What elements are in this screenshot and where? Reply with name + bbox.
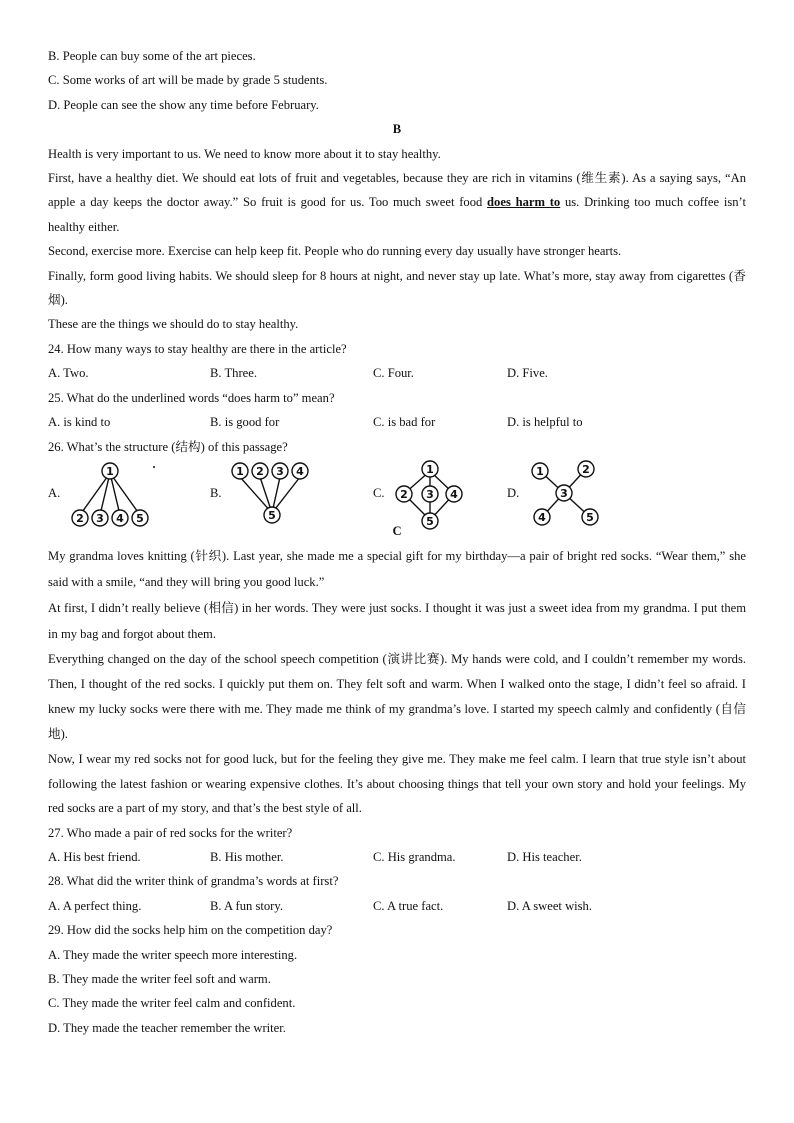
diagram-d-node-5: 5 — [586, 510, 594, 524]
section-b-heading: B — [392, 122, 402, 137]
diagram-b-node-2: 2 — [256, 464, 264, 478]
q24-option-a: A. Two. — [48, 366, 89, 381]
structure-diagram-a — [68, 459, 180, 531]
diagram-b-node-4: 4 — [296, 464, 304, 478]
q25-option-a: A. is kind to — [48, 415, 111, 430]
diagram-a-node-3: 3 — [96, 511, 104, 525]
q25-stem: 25. What do the underlined words “does harm to” mean? — [48, 390, 335, 405]
section-c-paragraph-2: At first, I didn’t really believe (相信) in her words. They were just socks. I thought it was just a sweet idea from my grandma. I put them in my bag and forgot about them. — [48, 601, 746, 642]
structure-diagram-c — [390, 459, 470, 531]
q28-option-a: A. A perfect thing. — [48, 898, 142, 913]
q28-option-c: C. A true fact. — [373, 898, 444, 913]
q23-option-d: D. People can see the show any time before February. — [48, 97, 319, 112]
diagram-b-node-3: 3 — [276, 464, 284, 478]
diagram-d-node-4: 4 — [538, 510, 546, 524]
q27-stem: 27. Who made a pair of red socks for the writer? — [48, 825, 293, 840]
q23-option-c: C. Some works of art will be made by grade 5 students. — [48, 73, 328, 88]
diagram-d-node-1: 1 — [536, 464, 544, 478]
q23-option-b: B. People can buy some of the art pieces. — [48, 49, 256, 63]
q25-option-d: D. is helpful to — [507, 415, 583, 430]
section-b-paragraph-2 — [48, 166, 746, 239]
section-c-paragraph-1: My grandma loves knitting (针织). Last year, she made me a special gift for my birthday—a pair of bright red socks. “Wear them,” she said with a smile, “and they will bring you good luck.” — [48, 549, 746, 590]
q24-option-b: B. Three. — [210, 366, 257, 381]
section-b-paragraph-3: Second, exercise more. Exercise can help keep fit. People who do running every day usually have stronger hearts. — [48, 244, 622, 259]
diagram-a-node-1: 1 — [106, 464, 114, 478]
q29-option-a: A. They made the writer speech more interesting. — [48, 947, 298, 962]
section-c-paragraph-3: Everything changed on the day of the school speech competition (演讲比赛). My hands were cold, and I couldn’t remember my words. Then, I thought of the red socks. I quickly put them on. They felt soft and warm. When I walked onto the stage, I didn’t feel so afraid. I knew my lucky socks were there with me. They made me think of my grandma’s love. I started my speech calmly and confidently (自信地). — [48, 652, 746, 742]
section-b-paragraph-1: Health is very important to us. We need to know more about it to stay healthy. — [48, 146, 441, 161]
q27-option-d: D. His teacher. — [507, 849, 582, 864]
diagram-b-node-1: 1 — [236, 464, 244, 478]
q26-option-d-label: D. — [507, 485, 520, 500]
q24-stem: 24. How many ways to stay healthy are there in the article? — [48, 341, 347, 356]
q29-stem: 29. How did the socks help him on the competition day? — [48, 923, 333, 938]
diagram-d-node-2: 2 — [582, 462, 590, 476]
q25-option-c: C. is bad for — [373, 415, 436, 430]
diagram-a-node-2: 2 — [76, 511, 84, 525]
diagram-d-node-3: 3 — [560, 486, 568, 500]
q29-option-d: D. They made the teacher remember the writer. — [48, 1020, 286, 1035]
q28-stem: 28. What did the writer think of grandma’s words at first? — [48, 874, 339, 889]
q29-option-b: B. They made the writer feel soft and warm. — [48, 971, 271, 986]
q25-options — [48, 410, 746, 434]
diagram-c-node-5: 5 — [426, 514, 434, 528]
underlined-phrase: does harm to — [487, 195, 561, 210]
section-b-paragraph-4: Finally, form good living habits. We should sleep for 8 hours at night, and never stay up late. What’s more, stay away from cigarettes (香烟). — [48, 268, 746, 308]
q26-diagram-options — [48, 459, 746, 531]
exam-page — [48, 44, 746, 1040]
q25-option-b: B. is good for — [210, 415, 280, 430]
q28-option-d: D. A sweet wish. — [507, 898, 593, 913]
q29-option-c: C. They made the writer feel calm and confident. — [48, 996, 296, 1011]
diagram-a-node-5: 5 — [136, 511, 144, 525]
diagram-a-node-4: 4 — [116, 511, 124, 525]
structure-diagram-b — [230, 459, 320, 531]
section-b-paragraph-5: These are the things we should do to stay healthy. — [48, 317, 299, 332]
q27-options — [48, 845, 746, 869]
q27-option-b: B. His mother. — [210, 849, 284, 864]
q24-option-c: C. Four. — [373, 366, 414, 381]
diagram-c-node-1: 1 — [426, 462, 434, 476]
section-c-heading: C — [392, 523, 402, 538]
q24-option-d: D. Five. — [507, 366, 548, 381]
diagram-c-node-2: 2 — [400, 487, 408, 501]
section-b-p2-end: us. Drinking too much coffee isn’t healthy either. — [48, 195, 747, 234]
q27-option-c: C. His grandma. — [373, 849, 456, 864]
structure-diagram-d — [526, 459, 606, 531]
q24-options — [48, 361, 746, 385]
section-c-paragraph-4: Now, I wear my red socks not for good luck, but for the feeling they give me. They make me feel calm. I learn that true style isn’t about following the latest fashion or wearing expensive clothes. It’s about choosing things that tell your own story and hold your feelings. My red socks are a part of my story, and that’s the best style of all. — [48, 752, 746, 816]
q26-option-c-label: C. — [373, 485, 385, 500]
section-b-p2-start: First, have a healthy diet. We should eat lots of fruit and vegetables, because they are rich in vitamins (维生素). As a saying says, “An apple a day keeps the doctor away.” So fruit is good for us. Too much sweet food — [48, 171, 746, 210]
q28-option-b: B. A fun story. — [210, 898, 284, 913]
q26-stem: 26. What’s the structure (结构) of this passage? — [48, 439, 288, 454]
q28-options — [48, 894, 746, 918]
q26-option-a-label: A. — [48, 485, 61, 500]
q26-option-b-label: B. — [210, 485, 222, 500]
diagram-c-node-4: 4 — [450, 487, 458, 501]
q27-option-a: A. His best friend. — [48, 849, 141, 864]
diagram-b-node-5: 5 — [268, 508, 276, 522]
diagram-c-node-3: 3 — [426, 487, 434, 501]
